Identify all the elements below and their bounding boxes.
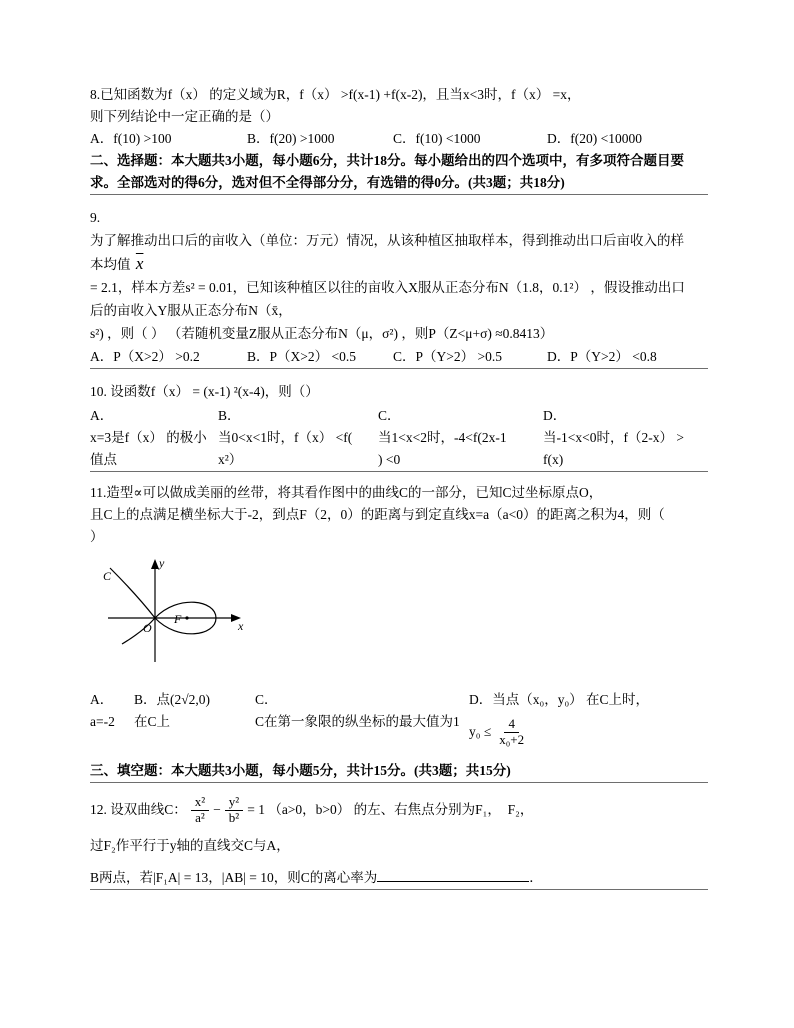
- q8-option-c: C．f(10) <1000: [393, 131, 481, 146]
- divider-1: [90, 194, 708, 195]
- q10-option-b-line2: x²）: [218, 452, 243, 467]
- focus-point: [185, 616, 188, 619]
- q9-option-b: B．P（X>2） <0.5: [247, 349, 356, 364]
- q9-options-row: [90, 345, 708, 368]
- q10-options-grid: [90, 405, 708, 471]
- q11-option-d: [469, 689, 708, 748]
- q11-option-d-inequality: [469, 717, 708, 748]
- q10-option-b-label: B．: [218, 408, 241, 423]
- question-10: [90, 381, 708, 471]
- q10-option-d-label: D．: [543, 408, 567, 423]
- section-3-header: [90, 760, 708, 782]
- fraction-numerator: 4: [504, 717, 519, 733]
- q12-line2: 过F₂作平行于y轴的直线交C与A，: [90, 837, 290, 853]
- q10-option-c: [378, 405, 543, 471]
- q11-option-c-label: C．: [255, 692, 278, 707]
- q9-line3: = 2.1，样本方差s² = 0.01，已知该种植区以往的亩收入X服从正态分布N（1.8，0.1²） ，假设推动出口: [90, 280, 685, 295]
- q11-option-d-line1: D．当点（x₀，y₀） 在C上时，: [469, 692, 650, 707]
- q11-option-a-text: a=-2: [90, 714, 115, 729]
- q11-line1: 11.造型∝可以做成美丽的丝带，将其看作图中的曲线C的一部分，已知C过坐标原点O，: [90, 485, 603, 500]
- question-8: [90, 84, 708, 150]
- q9-line2-text: 本均值: [90, 257, 134, 272]
- q8-option-a: A．f(10) >100: [90, 131, 172, 146]
- q9-option-c: C．P（Y>2） >0.5: [393, 349, 502, 364]
- fraction-numerator: x²: [191, 795, 209, 811]
- q11-line2: 且C上的点满足横坐标大于-2，到点F（2，0）的距离与到定直线x=a（a<0）的距离之积为4，则（: [90, 507, 665, 522]
- q11-option-c-text: C在第一象限的纵坐标的最大值为1: [255, 714, 460, 729]
- q8-options-row: [90, 128, 708, 150]
- q11-option-b-line2: 在C上: [134, 714, 171, 729]
- fraction-denominator: b²: [228, 809, 240, 825]
- curve-c: [110, 568, 216, 644]
- q12-tail: = 1 （a>0，b>0） 的左、右焦点分别为F₁， F₂，: [247, 802, 534, 818]
- section2-line1: 二、选择题：本大题共3小题，每小题6分，共计18分。每小题给出的四个选项中，有多项符合题目要: [90, 153, 684, 168]
- y-axis-label: y: [159, 556, 165, 570]
- q12-fraction-y: [225, 795, 243, 826]
- q11-figure-container: [100, 554, 708, 677]
- section3-line1: 三、填空题：本大题共3小题，每小题5分，共计15分。(共3题；共15分): [90, 762, 511, 778]
- divider-3: [90, 471, 708, 472]
- q10-option-b: [218, 405, 378, 471]
- q9-line1: 为了解推动出口后的亩收入（单位：万元）情况，从该种植区抽取样本，得到推动出口后亩收入的样: [90, 233, 684, 248]
- q11-line3: ）: [90, 529, 104, 544]
- q11-curve-figure: [100, 554, 250, 670]
- y-axis-arrow-icon: [151, 559, 159, 569]
- q10-option-a-line1: x=3是f（x） 的极小: [90, 430, 207, 445]
- question-9: [90, 206, 708, 368]
- q10-option-a-label: A．: [90, 408, 114, 423]
- q12-line3: [90, 867, 708, 889]
- q9-line4: 后的亩收入Y服从正态分布N（x̄，: [90, 303, 292, 318]
- q11-option-a-label: A．: [90, 692, 114, 707]
- q8-option-b: B．f(20) >1000: [247, 131, 335, 146]
- q11-option-a: [90, 689, 134, 748]
- question-11: [90, 482, 708, 748]
- q9-line5: s²) ，则（ ） （若随机变量Z服从正态分布N（μ，σ²) ，则P（Z<μ+σ) ≈0.8413）: [90, 326, 554, 341]
- divider-4: [90, 782, 708, 783]
- q10-option-a-line2: 值点: [90, 452, 117, 467]
- q10-option-c-line1: 当1<x<2时，-4<f(2x-1: [378, 430, 507, 445]
- q11-options-row: [90, 689, 708, 748]
- q10-option-d: [543, 405, 708, 471]
- x-axis-label: x: [238, 619, 244, 633]
- fraction-denominator: a²: [195, 809, 205, 825]
- divider-5: [90, 889, 708, 890]
- fraction-denominator: x₀+2: [499, 731, 525, 747]
- q12-line3-period: ．: [529, 869, 543, 885]
- q9-number: 9.: [90, 210, 101, 225]
- q8-stem-line1: 8.已知函数为f（x） 的定义域为R，f（x） >f(x-1) +f(x-2)，且当x<3时，f（x） =x，: [90, 87, 581, 102]
- focus-label: F: [174, 612, 182, 626]
- curve-label-c: C: [103, 569, 112, 583]
- q11-option-b: [134, 689, 255, 748]
- q10-option-d-line1: 当-1<x<0时，f（2-x） >: [543, 430, 684, 445]
- q12-lead: 12. 设双曲线C：: [90, 802, 187, 818]
- q9-option-d: D．P（Y>2） <0.8: [547, 349, 657, 364]
- q9-option-a: A．P（X>2） >0.2: [90, 349, 200, 364]
- q11-option-c: [255, 689, 469, 748]
- q10-option-d-line2: f(x): [543, 452, 564, 467]
- q10-option-c-label: C．: [378, 408, 401, 423]
- q11-option-d-fraction: [495, 717, 528, 748]
- q10-option-b-line1: 当0<x<1时，f（x） <f(: [218, 430, 353, 445]
- q10-option-c-line2: ) <0: [378, 452, 401, 467]
- q11-option-b-line1: B．点(2√2,0): [134, 692, 211, 707]
- origin-label: O: [143, 621, 152, 635]
- fraction-numerator: y²: [225, 795, 243, 811]
- q9-line2: [90, 252, 708, 276]
- divider-2: [90, 368, 708, 369]
- section-2-header: [90, 150, 708, 194]
- q10-stem: 10. 设函数f（x） = (x-1) ²(x-4)，则（）: [90, 384, 319, 399]
- section2-line2: 求。全部选对的得6分，选对但不全得部分分，有选错的得0分。(共3题；共18分): [90, 175, 565, 190]
- q11-option-d-lhs: y₀ ≤: [469, 724, 492, 740]
- q12-fraction-x: [191, 795, 209, 826]
- q8-option-d: D．f(20) <10000: [547, 131, 642, 146]
- q12-minus-sign: −: [213, 802, 221, 818]
- xbar-variable: $\overline{x}$: [135, 254, 144, 273]
- answer-blank: [377, 867, 529, 882]
- question-12: [90, 795, 708, 889]
- q10-option-a: [90, 405, 218, 471]
- q12-equation-line: [90, 795, 708, 826]
- q8-stem-line2: 则下列结论中一定正确的是（）: [90, 109, 279, 124]
- q12-line3-text: B两点，若|F₁A| = 13，|AB| = 10，则C的离心率为: [90, 869, 378, 885]
